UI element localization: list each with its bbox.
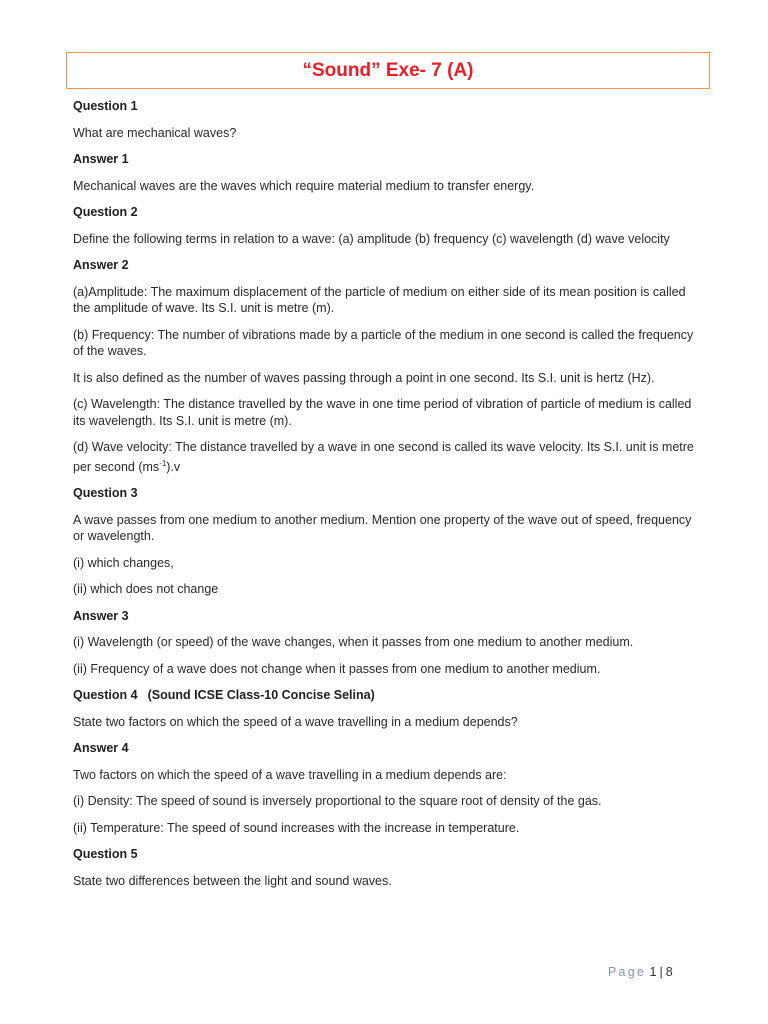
question-1-label: Question 1 <box>73 99 138 113</box>
answer-4-density: (i) Density: The speed of sound is inversely proportional to the square root of density of the gas. <box>73 794 602 809</box>
question-4-reference: (Sound ICSE Class-10 Concise Selina) <box>147 688 375 703</box>
answer-3-label: Answer 3 <box>73 608 129 623</box>
wave-velocity-text: (d) Wave velocity: The distance travelled by a wave in one second is called its wave velocity. Its S.I. unit is metre per second (ms <box>73 440 694 474</box>
question-1-text: What are mechanical waves? <box>73 125 237 140</box>
answer-3-part-i: (i) Wavelength (or speed) of the wave changes, when it passes from one medium to another medium. <box>73 635 634 650</box>
page-current: 1 <box>649 965 657 979</box>
answer-3-part-ii: (ii) Frequency of a wave does not change when it passes from one medium to another medium. <box>73 661 601 676</box>
answer-2-frequency: (b) Frequency: The number of vibrations made by a particle of the medium in one second is called the frequency of the waves. <box>73 327 694 358</box>
answer-4-temperature: (ii) Temperature: The speed of sound increases with the increase in temperature. <box>73 820 520 835</box>
unit-superscript: -1 <box>159 458 167 468</box>
answer-4-intro: Two factors on which the speed of a wave travelling in a medium depends are: <box>73 767 507 782</box>
answer-1-text: Mechanical waves are the waves which require material medium to transfer energy. <box>73 178 535 193</box>
answer-2-wave-velocity <box>73 439 703 475</box>
wave-velocity-text-end: ).v <box>166 459 181 474</box>
question-4-text: State two factors on which the speed of a wave travelling in a medium depends? <box>73 714 518 729</box>
question-4-label: Question 4 <box>73 688 138 703</box>
document-body <box>73 98 703 899</box>
page-title: “Sound” Exe- 7 (A) <box>302 59 474 81</box>
answer-1-label: Answer 1 <box>73 152 129 166</box>
page-footer <box>608 965 673 979</box>
question-3-label: Question 3 <box>73 486 138 501</box>
answer-2-amplitude: (a)Amplitude: The maximum displacement of the particle of medium on either side of its mean position is called the amplitude of wave. Its S.I. unit is metre (m). <box>73 284 686 315</box>
page-total: 8 <box>665 965 673 979</box>
answer-2-wavelength: (c) Wavelength: The distance travelled by the wave in one time period of vibration of particle of medium is called its wavelength. Its S.I. unit is metre (m). <box>73 397 692 428</box>
question-2-label: Question 2 <box>73 205 138 219</box>
answer-2-frequency-alt: It is also defined as the number of waves passing through a point in one second. Its S.I. unit is hertz (Hz). <box>73 370 655 385</box>
page-separator: | <box>659 965 663 979</box>
title-box <box>66 52 710 89</box>
question-5-text: State two differences between the light and sound waves. <box>73 873 392 888</box>
question-2-text: Define the following terms in relation to a wave: (a) amplitude (b) frequency (c) wavelength (d) wave velocity <box>73 231 670 246</box>
answer-4-label: Answer 4 <box>73 741 129 756</box>
page-word: Page <box>608 965 646 979</box>
question-3-part-ii: (ii) which does not change <box>73 582 219 597</box>
question-5-label: Question 5 <box>73 847 138 862</box>
question-3-part-i: (i) which changes, <box>73 555 174 570</box>
question-4-heading <box>73 687 703 704</box>
question-3-text: A wave passes from one medium to another medium. Mention one property of the wave out of speed, frequency or wavelength. <box>73 512 692 544</box>
answer-2-label: Answer 2 <box>73 258 129 272</box>
